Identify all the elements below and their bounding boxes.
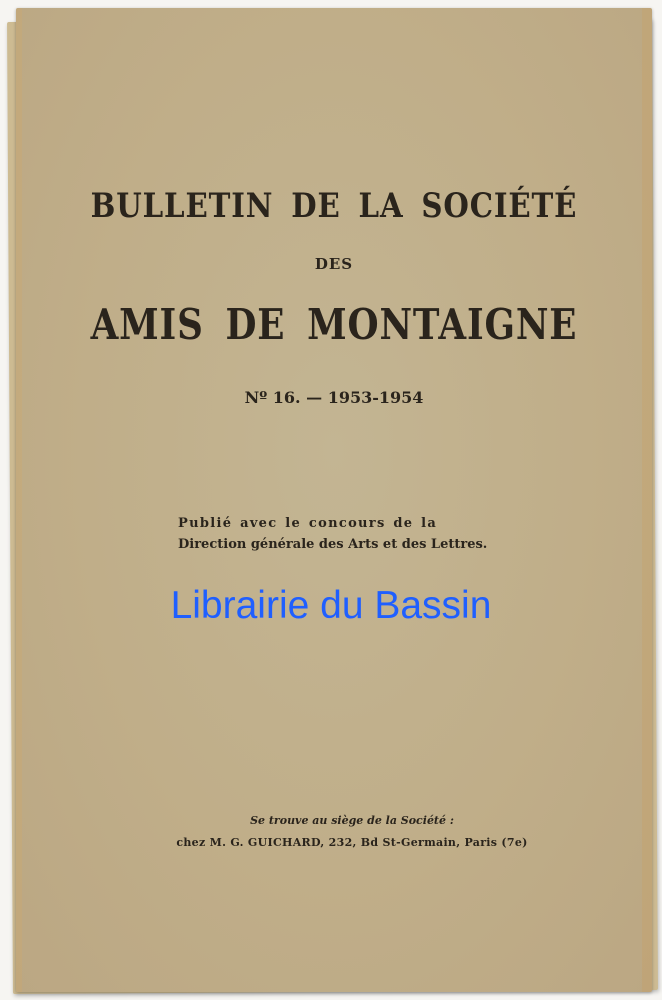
title-line-1: BULLETIN DE LA SOCIÉTÉ bbox=[90, 186, 578, 226]
title-line-2: AMIS DE MONTAIGNE bbox=[90, 300, 578, 349]
bookseller-watermark: Librairie du Bassin bbox=[170, 584, 492, 627]
title-des: DES bbox=[314, 255, 354, 273]
publication-note-line-1: Publié avec le concours de la bbox=[178, 516, 438, 531]
publication-note bbox=[178, 513, 487, 555]
publication-note-line-2: Direction générale des Arts et des Lettres. bbox=[178, 537, 488, 552]
issue-number: Nº 16. — 1953-1954 bbox=[244, 388, 424, 407]
booklet-cover bbox=[16, 8, 652, 992]
siege-note: Se trouve au siège de la Société : bbox=[250, 814, 454, 827]
publisher-address: chez M. G. GUICHARD, 232, Bd St-Germain, Paris (7e) bbox=[176, 836, 528, 849]
